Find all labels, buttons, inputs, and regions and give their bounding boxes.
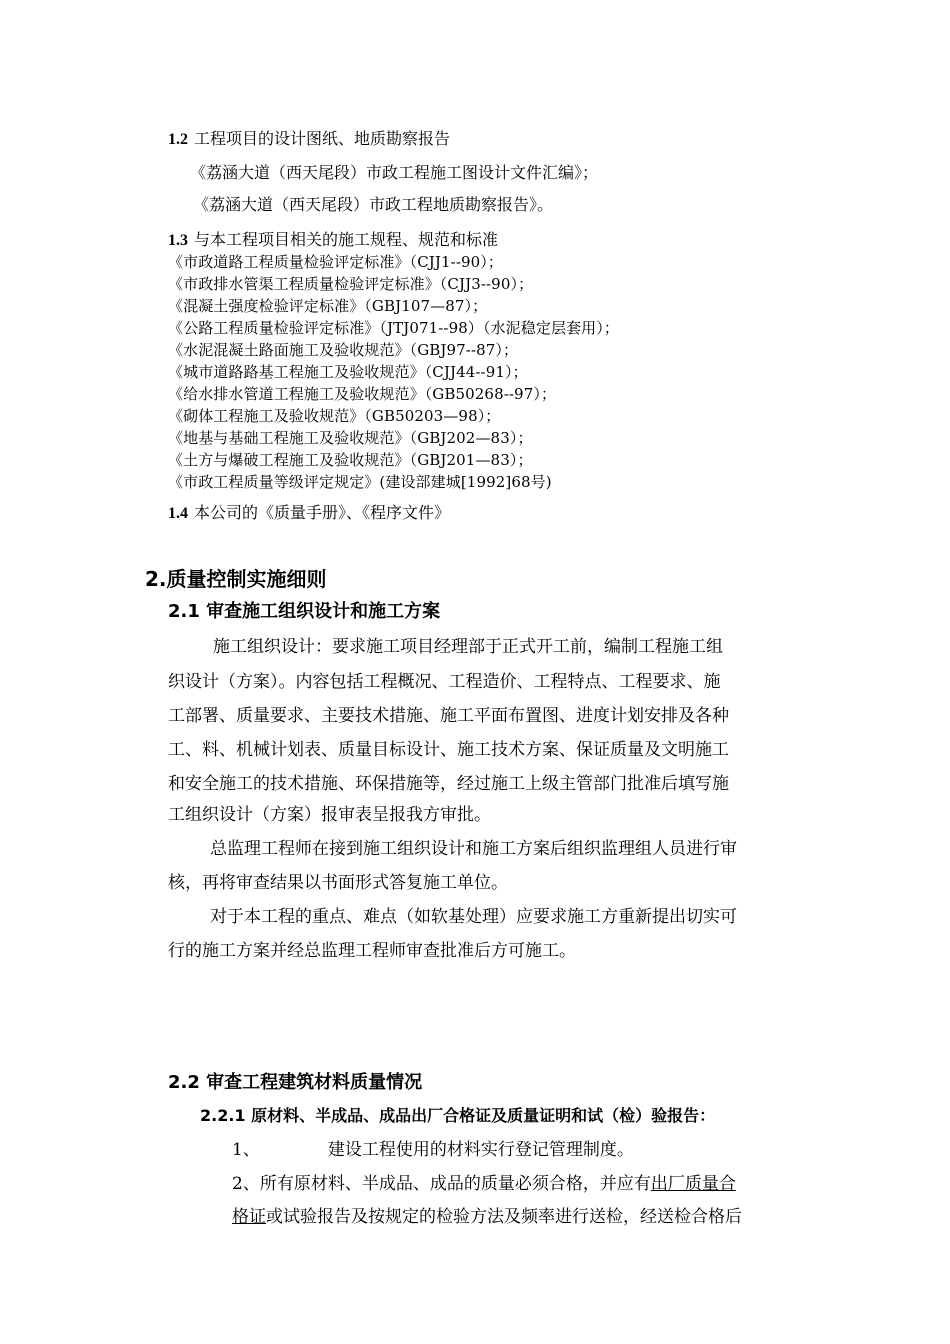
paragraph-line: 总监理工程师在接到施工组织设计和施工方案后组织监理组人员进行审 [210,839,737,859]
underlined-text: 格证 [232,1207,266,1227]
paragraph-line: 和安全施工的技术措施、环保措施等，经过施工上级主管部门批准后填写施 [168,774,729,794]
section-title: 本公司的《质量手册》、《程序文件》 [194,503,451,522]
reference-item: 《荔涵大道（西天尾段）市政工程地质勘察报告》。 [193,195,554,214]
standard-item: 《市政道路工程质量检验评定标准》（CJJ1--90）； [168,253,503,271]
section-2-2-heading: 2.2 审查工程建筑材料质量情况 [168,1072,423,1093]
section-2-2-1-heading: 2.2.1 原材料、半成品、成品出厂合格证及质量证明和试（检）验报告： [200,1106,716,1125]
list-item-text: 2、所有原材料、半成品、成品的质量必须合格，并应有 [232,1174,651,1194]
section-2-1-heading: 2.1 审查施工组织设计和施工方案 [168,601,441,622]
section-1-2-heading [168,126,450,149]
standard-item: 《砌体工程施工及验收规范》（GB50203—98）； [168,407,501,425]
paragraph-line: 施工组织设计：要求施工项目经理部于正式开工前，编制工程施工组 [213,637,723,657]
standard-item: 《水泥混凝土路面施工及验收规范》（GBJ97--87）； [168,341,519,359]
section-number: 1.2 [168,131,188,148]
paragraph-line: 对于本工程的重点、难点（如软基处理）应要求施工方重新提出切实可 [210,907,737,927]
section-number: 1.4 [168,505,188,522]
paragraph-line: 工部署、质量要求、主要技术措施、施工平面布置图、进度计划安排及各种 [168,706,729,726]
list-item-text: 或试验报告及按规定的检验方法及频率进行送检，经送检合格后 [266,1207,742,1227]
standard-item: 《市政工程质量等级评定规定》(建设部建城[1992]68号) [168,473,552,491]
standard-item: 《市政排水管渠工程质量检验评定标准》（CJJ3--90）； [168,275,534,293]
section-number: 1.3 [168,232,188,249]
section-title: 与本工程项目相关的施工规程、规范和标准 [194,230,499,249]
underlined-text: 出厂质量合 [650,1174,736,1194]
paragraph-line: 工、料、机械计划表、质量目标设计、施工技术方案、保证质量及文明施工 [168,740,729,760]
list-item-text: 建设工程使用的材料实行登记管理制度。 [327,1140,634,1160]
paragraph-line: 工组织设计（方案）报审表呈报我方审批。 [168,805,491,825]
standard-item: 《土方与爆破工程施工及验收规范》（GBJ201—83）； [168,451,533,469]
paragraph-line: 行的施工方案并经总监理工程师审查批准后方可施工。 [168,941,576,961]
paragraph-line: 核，再将审查结果以书面形式答复施工单位。 [168,873,508,893]
standard-item: 《城市道路路基工程施工及验收规范》（CJJ44--91）； [168,363,528,381]
standard-item: 《混凝土强度检验评定标准》（GBJ107—87）； [168,297,488,315]
standard-item: 《地基与基础工程施工及验收规范》（GBJ202—83）； [168,429,533,447]
list-item-2-line [232,1169,736,1194]
list-item-1 [232,1135,634,1160]
standard-item: 《给水排水管道工程施工及验收规范》（GB50268--97）； [168,385,557,403]
section-title: 工程项目的设计图纸、地质勘察报告 [194,129,451,148]
chapter-2-heading: 2.质量控制实施细则 [145,567,327,591]
section-1-3-heading [168,227,498,250]
reference-item: 《荔涵大道（西天尾段）市政工程施工图设计文件汇编》； [190,163,599,182]
standard-item: 《公路工程质量检验评定标准》（JTJ071--98）（水泥稳定层套用）； [168,319,619,337]
paragraph-line: 织设计（方案）。内容包括工程概况、工程造价、工程特点、工程要求、施 [168,672,721,692]
list-item-2-line [232,1202,742,1227]
list-item-number: 1、 [232,1140,260,1160]
section-1-4-heading [168,500,450,523]
